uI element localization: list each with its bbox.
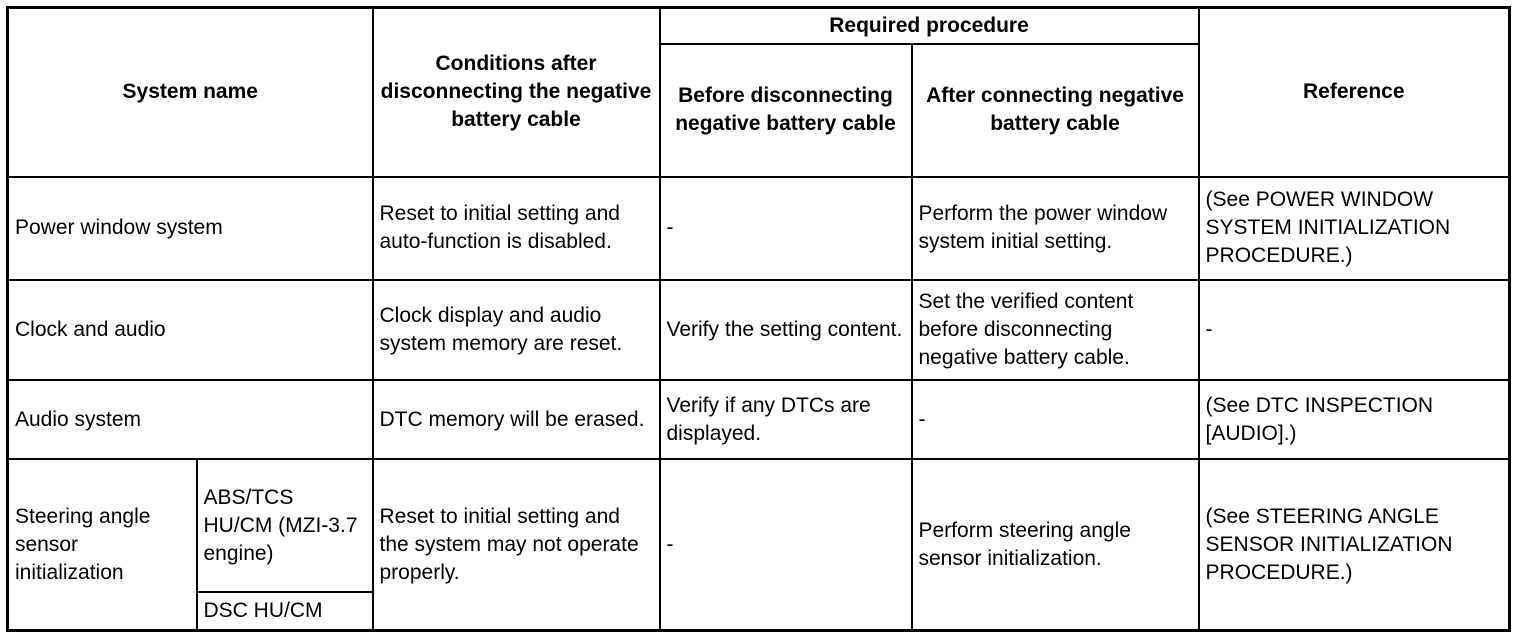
cell-reference: (See DTC INSPECTION [AUDIO].) [1199,380,1510,459]
header-row-1 [8,8,1510,44]
table-row [8,459,1510,592]
cell-conditions: Clock display and audio system memory are reset. [373,280,660,381]
cell-conditions: Reset to initial setting and auto-function is disabled. [373,177,660,280]
header-before: Before disconnecting negative battery cable [660,44,912,177]
header-after: After connecting negative battery cable [912,44,1199,177]
cell-after: Set the verified content before disconnecting negative battery cable. [912,280,1199,381]
cell-after: - [912,380,1199,459]
header-conditions: Conditions after disconnecting the negative battery cable [373,8,660,177]
cell-reference: - [1199,280,1510,381]
cell-system: Power window system [8,177,373,280]
cell-system: Clock and audio [8,280,373,381]
cell-subsystem-dsc: DSC HU/CM [197,592,373,630]
header-system-name: System name [8,8,373,177]
cell-before: Verify if any DTCs are displayed. [660,380,912,459]
table-row [8,380,1510,459]
cell-system: Audio system [8,380,373,459]
cell-before: Verify the setting content. [660,280,912,381]
cell-before: - [660,177,912,280]
cell-reference: (See STEERING ANGLE SENSOR INITIALIZATION PROCEDURE.) [1199,459,1510,630]
cell-conditions: DTC memory will be erased. [373,380,660,459]
cell-before: - [660,459,912,630]
table-row [8,280,1510,381]
cell-after: Perform the power window system initial setting. [912,177,1199,280]
cell-conditions: Reset to initial setting and the system may not operate properly. [373,459,660,630]
header-required-procedure: Required procedure [660,8,1199,44]
cell-reference: (See POWER WINDOW SYSTEM INITIALIZATION PROCEDURE.) [1199,177,1510,280]
battery-cable-procedure-table [6,6,1511,632]
cell-system: Steering angle sensor initialization [8,459,197,630]
header-reference: Reference [1199,8,1510,177]
cell-after: Perform steering angle sensor initialization. [912,459,1199,630]
table-row [8,177,1510,280]
cell-subsystem-abs-tcs: ABS/TCS HU/CM (MZI-3.7 engine) [197,459,373,592]
